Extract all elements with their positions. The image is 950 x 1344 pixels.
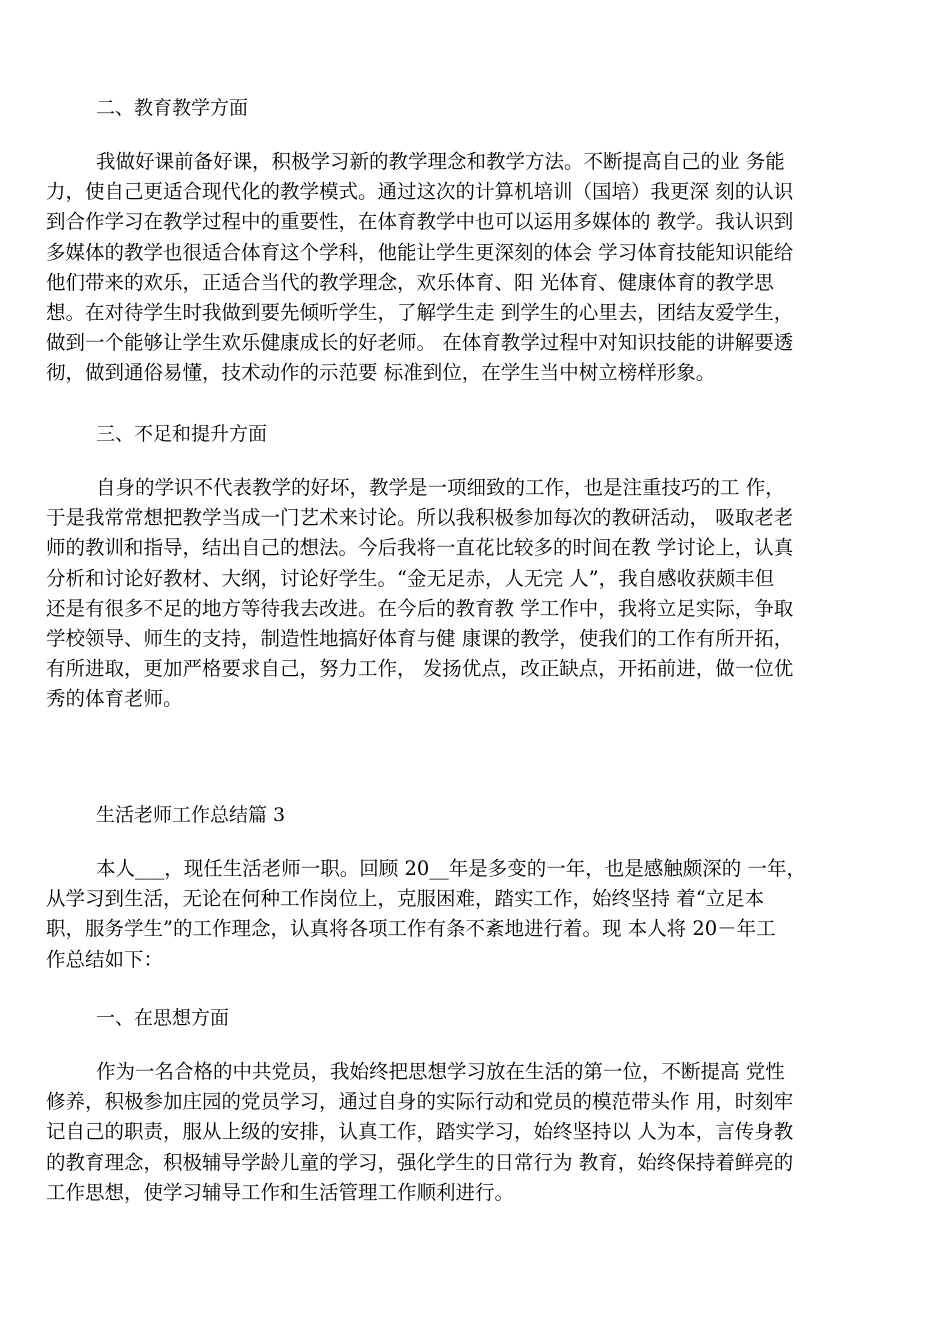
paragraph-intro [46, 854, 914, 975]
paragraph-line: 还是有很多不足的地方等待我去改进。在今后的教育教 学工作中，我将立足实际，争取 [46, 596, 794, 620]
paragraph-improvement [46, 473, 914, 715]
paragraph-line: 到合作学习在教学过程中的重要性，在体育教学中也可以运用多媒体的 教学。我认识到 [46, 210, 794, 234]
paragraph-teaching [46, 147, 914, 389]
paragraph-line: 他们带来的欢乐，正适合当代的教学理念，欢乐体育、阳 光体育、健康体育的教学思 [46, 270, 774, 294]
paragraph-thought [46, 1057, 914, 1208]
paragraph-line: 秀的体育老师。 [46, 687, 183, 711]
paragraph-line: 自身的学识不代表教学的好坏，教学是一项细致的工作，也是注重技巧的工 作， [96, 476, 785, 499]
paragraph-line: 作为一名合格的中共党员，我始终把思想学习放在生活的第一位，不断提高 党性 [96, 1060, 785, 1083]
paragraph-line: 想。在对待学生时我做到要先倾听学生，了解学生走 到学生的心里去，团结友爱学生， [46, 301, 794, 325]
paragraph-line: 做到一个能够让学生欢乐健康成长的好老师。 在体育教学过程中对知识技能的讲解要透 [46, 331, 794, 355]
paragraph-line: 的教育理念，积极辅导学龄儿童的学习，强化学生的日常行为 教育，始终保持着鲜亮的 [46, 1150, 794, 1174]
paragraph-line: 工作思想，使学习辅导工作和生活管理工作顺利进行。 [46, 1180, 515, 1204]
paragraph-line: 作总结如下： [46, 947, 164, 971]
section-heading-teaching: 二、教育教学方面 [96, 97, 249, 119]
paragraph-line: 修养，积极参加庄园的党员学习，通过自身的实际行动和党员的模范带头作 用，时刻牢 [46, 1090, 794, 1114]
paragraph-line: 本人___，现任生活老师一职。回顾 20__年是多变的一年，也是感触颇深的 一年， [96, 857, 806, 880]
paragraph-line: 我做好课前备好课，积极学习新的教学理念和教学方法。不断提高自己的业 务能 [96, 150, 785, 173]
paragraph-line: 分析和讨论好教材、大纲，讨论好学生。“金无足赤，人无完 人”，我自感收获颇丰但 [46, 566, 775, 590]
paragraph-line: 记自己的职责，服从上级的安排，认真工作，踏实学习，始终坚持以 人为本，言传身教 [46, 1120, 794, 1144]
paragraph-line: 从学习到生活，无论在何种工作岗位上，克服困难，踏实工作，始终坚持 着“立足本 [46, 887, 765, 911]
paragraph-line: 于是我常常想把教学当成一门艺术来讨论。所以我积极参加每次的教研活动， 吸取老老 [46, 506, 794, 530]
paragraph-line: 彻，做到通俗易懂，技术动作的示范要 标准到位，在学生当中树立榜样形象。 [46, 361, 716, 385]
paragraph-line: 师的教训和指导，结出自己的想法。今后我将一直花比较多的时间在教 学讨论上，认真 [46, 536, 794, 560]
paragraph-line: 多媒体的教学也很适合体育这个学科，他能让学生更深刻的体会 学习体育技能知识能给 [46, 240, 794, 264]
section-heading-improvement: 三、不足和提升方面 [96, 423, 268, 445]
paragraph-line: 职，服务学生”的工作理念，认真将各项工作有条不紊地进行着。现 本人将 20－年工 [46, 917, 776, 941]
paragraph-line: 力，使自己更适合现代化的教学模式。通过这次的计算机培训（国培）我更深 刻的认识 [46, 180, 794, 204]
article-title: 生活老师工作总结篇 3 [96, 804, 286, 826]
paragraph-line: 学校领导、师生的支持，制造性地搞好体育与健 康课的教学，使我们的工作有所开拓， [46, 627, 794, 651]
paragraph-line: 有所进取，更加严格要求自己，努力工作， 发扬优点，改正缺点，开拓前进，做一位优 [46, 657, 794, 681]
section-heading-thought: 一、在思想方面 [96, 1007, 230, 1029]
